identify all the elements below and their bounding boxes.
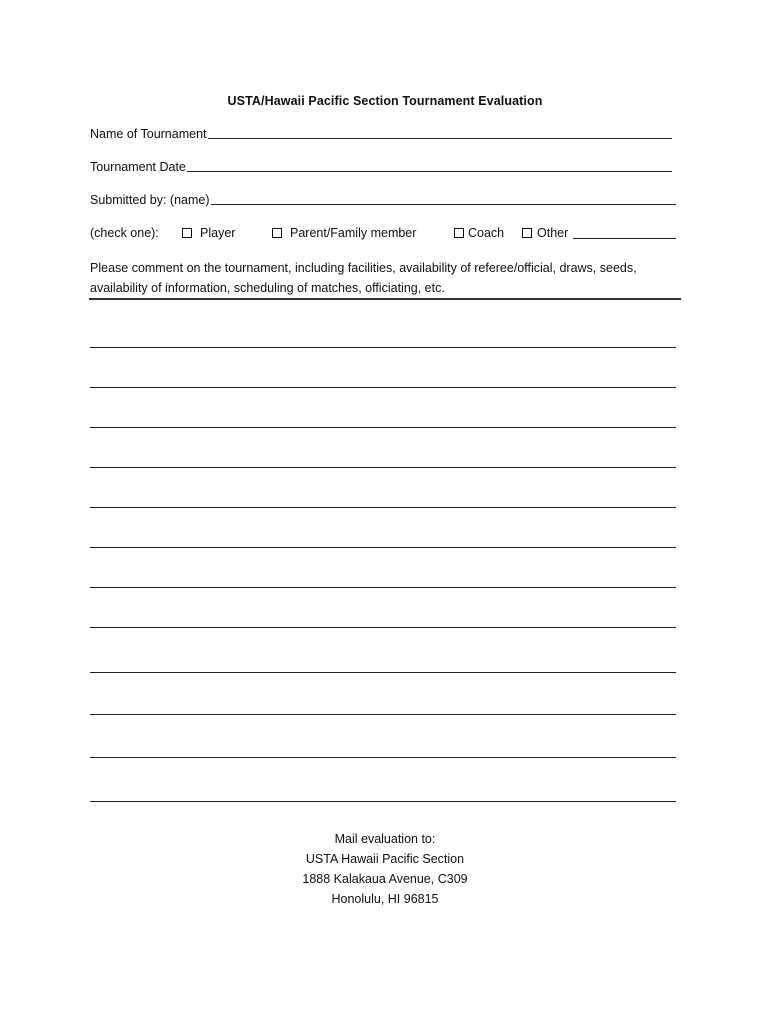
player-option-label: Player — [200, 226, 236, 240]
comment-line[interactable] — [90, 801, 676, 802]
comment-line[interactable] — [90, 547, 676, 548]
form-title: USTA/Hawaii Pacific Section Tournament Evaluation — [227, 94, 543, 108]
mailing-heading: Mail evaluation to: — [334, 832, 436, 846]
mailing-street: 1888 Kalakaua Avenue, C309 — [302, 872, 468, 886]
comment-line[interactable] — [90, 587, 676, 588]
tournament-date-line[interactable] — [187, 170, 672, 172]
comment-line[interactable] — [90, 672, 676, 673]
comment-prompt: Please comment on the tournament, including facilities, availability of referee/official, draws, seeds, availability of information, scheduling of matches, officiating, etc. — [90, 261, 637, 295]
section-divider — [89, 298, 681, 300]
tournament-name-line[interactable] — [208, 137, 673, 139]
submitted-by-field[interactable] — [90, 193, 678, 207]
coach-checkbox[interactable] — [454, 228, 464, 238]
submitted-by-label: Submitted by: (name) — [90, 193, 210, 207]
parent-checkbox[interactable] — [272, 228, 282, 238]
player-checkbox[interactable] — [182, 228, 192, 238]
comment-line[interactable] — [90, 714, 676, 715]
mailing-org: USTA Hawaii Pacific Section — [305, 852, 465, 866]
submitted-by-line[interactable] — [211, 203, 677, 205]
mailing-city: Honolulu, HI 96815 — [331, 892, 439, 906]
parent-option-label: Parent/Family member — [290, 226, 417, 240]
other-specify-line[interactable] — [573, 226, 676, 239]
mailing-address-block — [0, 829, 770, 909]
comment-line[interactable] — [90, 347, 676, 348]
other-checkbox[interactable] — [522, 228, 532, 238]
comment-line[interactable] — [90, 387, 676, 388]
tournament-name-field[interactable] — [90, 127, 678, 141]
role-check-row — [90, 226, 680, 244]
comment-line[interactable] — [90, 757, 676, 758]
comment-line[interactable] — [90, 467, 676, 468]
comment-line[interactable] — [90, 427, 676, 428]
coach-option-label: Coach — [468, 226, 505, 240]
comment-line[interactable] — [90, 507, 676, 508]
tournament-date-label: Tournament Date — [90, 160, 186, 174]
tournament-name-label: Name of Tournament — [90, 127, 207, 141]
check-one-label: (check one): — [90, 226, 159, 240]
other-option-label: Other — [537, 226, 569, 240]
comment-line[interactable] — [90, 627, 676, 628]
tournament-date-field[interactable] — [90, 160, 678, 174]
